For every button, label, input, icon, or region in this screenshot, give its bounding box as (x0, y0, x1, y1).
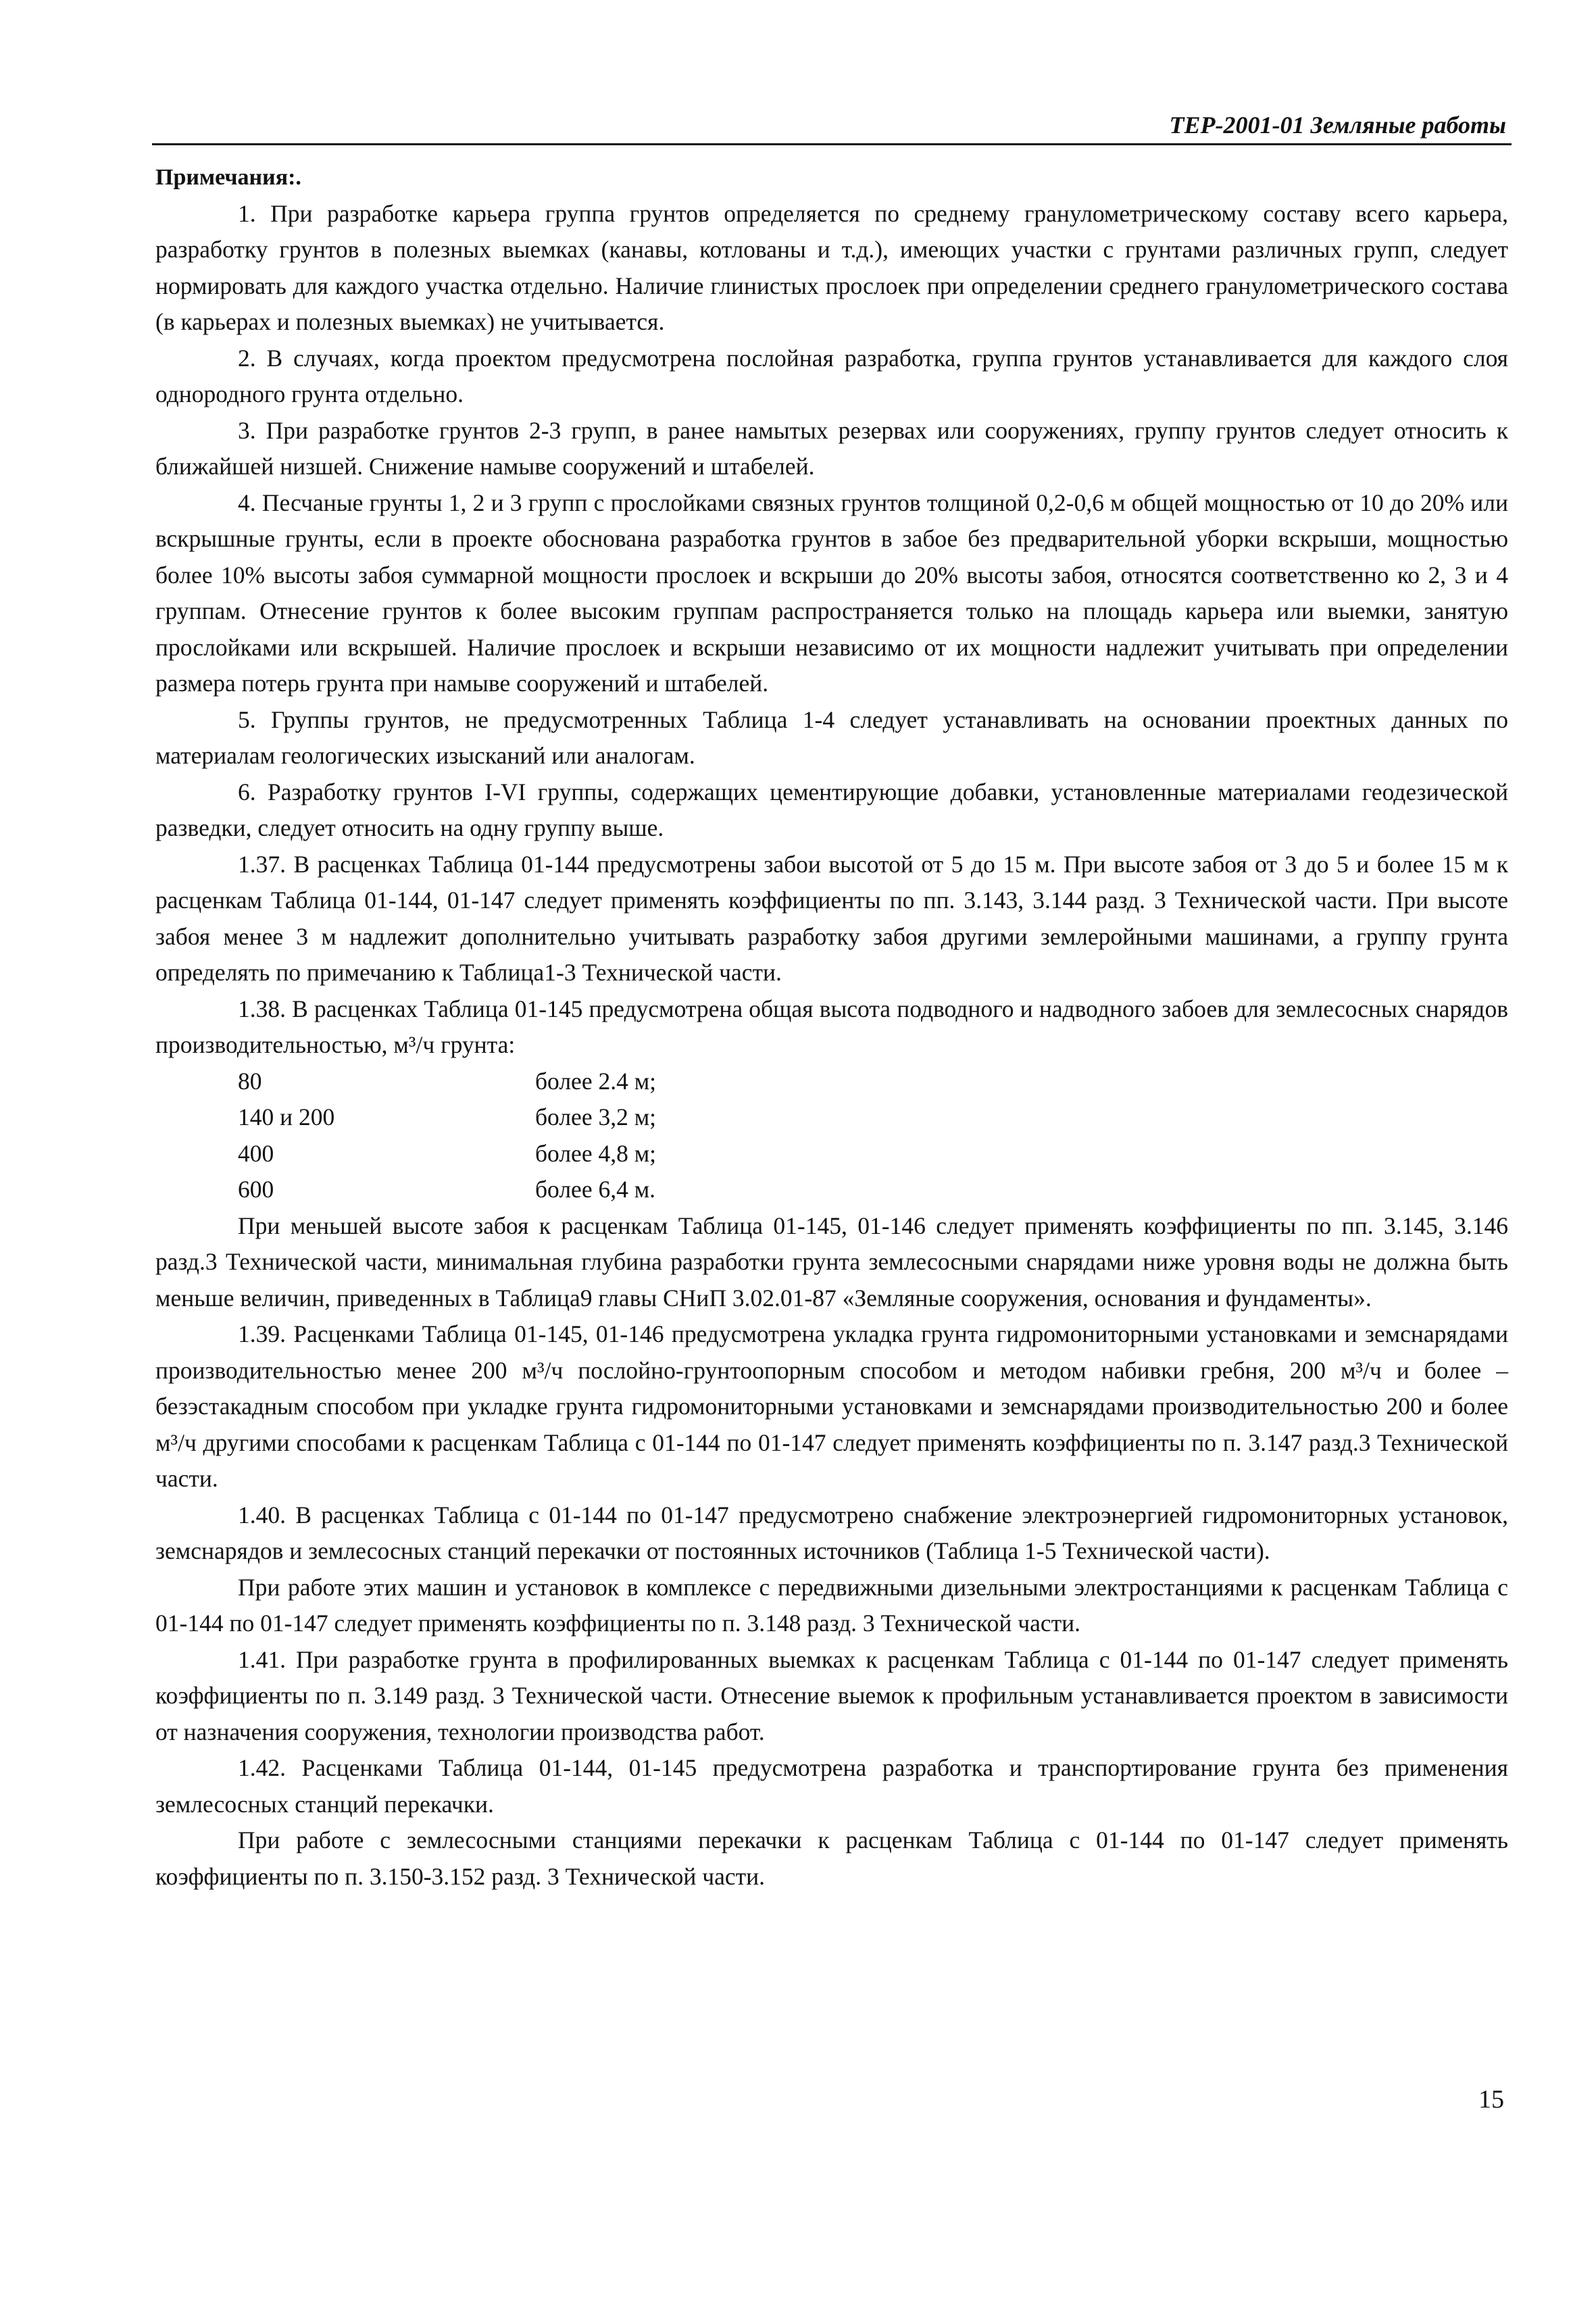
capacity-table (155, 1064, 1508, 1208)
section-1-40: 1.40. В расценках Таблица с 01-144 по 01-147 предусмотрено снабжение электроэнергией гидромониторных установок, земснарядов и землесосных станций перекачки от постоянных источников (Таблица 1-5 Технической части). (155, 1501, 1508, 1564)
section-1-38: 1.38. В расценках Таблица 01-145 предусмотрена общая высота подводного и надводного забоев для землесосных снарядов производительностью, м³/ч грунта: (155, 995, 1508, 1058)
paragraph-lower-height: При меньшей высоте забоя к расценкам Таблица 01-145, 01-146 следует применять коэффициенты по пп. 3.145, 3.146 разд.3 Технической части, минимальная глубина разработки грунта землесосными снарядами ниже уровня воды не должна быть меньше величин, приведенных в Таблица9 главы СНиП 3.02.01-87 «Земляные сооружения, основания и фундаменты». (155, 1212, 1508, 1312)
header-title: ТЕР-2001-01 Земляные работы (1169, 111, 1506, 139)
capacity-row (155, 1099, 1508, 1136)
document-body (155, 159, 1508, 1895)
height-value: более 4,8 м; (535, 1139, 657, 1167)
section-1-41: 1.41. При разработке грунта в профилированных выемках к расценкам Таблица с 01-144 по 01-147 следует применять коэффициенты по п. 3.149 разд. 3 Технической части. Отнесение выемок к профильным устанавливается проектом в зависимости от назначения сооружения, технологии производства работ. (155, 1645, 1508, 1745)
note-3: 3. При разработке грунтов 2-3 групп, в ранее намытых резервах или сооружениях, группу грунтов следует относить к ближайшей низшей. Снижение намыве сооружений и штабелей. (155, 416, 1508, 480)
height-value: более 3,2 м; (535, 1103, 657, 1130)
note-1: 1. При разработке карьера группа грунтов определяется по среднему гранулометрическому составу всего карьера, разработку грунтов в полезных выемках (канавы, котлованы и т.д.), имеющих участки с грунтами различных групп, следует нормировать для каждого участка отдельно. Наличие глинистых прослоек при определении среднего гранулометрического состава (в карьерах и полезных выемках) не учитывается. (155, 199, 1508, 335)
capacity-value: 400 (238, 1139, 274, 1167)
capacity-value: 140 и 200 (238, 1103, 335, 1130)
capacity-row (155, 1172, 1508, 1208)
paragraph-pumping-stations: При работе с землесосными станциями перекачки к расценкам Таблица с 01-144 по 01-147 следует применять коэффициенты по п. 3.150-3.152 разд. 3 Технической части. (155, 1826, 1508, 1890)
page-number: 15 (1478, 2085, 1504, 2114)
section-1-37: 1.37. В расценках Таблица 01-144 предусмотрены забои высотой от 5 до 15 м. При высоте забоя от 3 до 5 и более 15 м к расценкам Таблица 01-144, 01-147 следует применять коэффициенты по пп. 3.143, 3.144 разд. 3 Технической части. При высоте забоя менее 3 м надлежит дополнительно учитывать разработку забоя другими землеройными машинами, а группу грунта определять по примечанию к Таблица1-3 Технической части. (155, 850, 1508, 986)
capacity-value: 600 (238, 1176, 274, 1203)
note-2: 2. В случаях, когда проектом предусмотрена послойная разработка, группа грунтов устанавливается для каждого слоя однородного грунта отдельно. (155, 344, 1508, 407)
note-4: 4. Песчаные грунты 1, 2 и 3 групп с прослойками связных грунтов толщиной 0,2-0,6 м общей мощностью от 10 до 20% или вскрышные грунты, если в проекте обоснована разработка грунтов в забое без предварительной уборки вскрыши, мощностью более 10% высоты забоя суммарной мощности прослоек и вскрыши до 20% высоты забоя, относятся соответственно ко 2, 3 и 4 группам. Отнесение грунтов к более высоким группам распространяется только на площадь карьера или выемки, занятую прослойками или вскрышей. Наличие прослоек и вскрыши независимо от их мощности надлежит учитывать при определении размера потерь грунта при намыве сооружений и штабелей. (155, 489, 1508, 697)
capacity-row (155, 1064, 1508, 1100)
paragraph-diesel-stations: При работе этих машин и установок в комплексе с передвижными дизельными электростанциями к расценкам Таблица с 01-144 по 01-147 следует применять коэффициенты по п. 3.148 разд. 3 Технической части. (155, 1573, 1508, 1637)
note-6: 6. Разработку грунтов I-VI группы, содержащих цементирующие добавки, установленные материалами геодезической разведки, следует относить на одну группу выше. (155, 778, 1508, 841)
section-1-39: 1.39. Расценками Таблица 01-145, 01-146 предусмотрена укладка грунта гидромониторными установками и земснарядами производительностью менее 200 м³/ч послойно-грунтоопорным способом и методом набивки гребня, 200 м³/ч и более – безэстакадным способом при укладке грунта гидромониторными установками и земснарядами производительностью 200 и более м³/ч другими способами к расценкам Таблица с 01-144 по 01-147 следует применять коэффициенты по п. 3.147 разд.3 Технической части. (155, 1320, 1508, 1492)
capacity-row (155, 1136, 1508, 1172)
capacity-value: 80 (238, 1067, 262, 1095)
note-5: 5. Группы грунтов, не предусмотренных Таблица 1-4 следует устанавливать на основании проектных данных по материалам геологических изысканий или аналогам. (155, 705, 1508, 769)
page-header (152, 108, 1512, 145)
height-value: более 2.4 м; (535, 1067, 657, 1095)
notes-title: Примечания:. (155, 165, 301, 190)
section-1-42: 1.42. Расценками Таблица 01-144, 01-145 предусмотрена разработка и транспортирование грунта без применения землесосных станций перекачки. (155, 1754, 1508, 1818)
height-value: более 6,4 м. (535, 1176, 656, 1203)
